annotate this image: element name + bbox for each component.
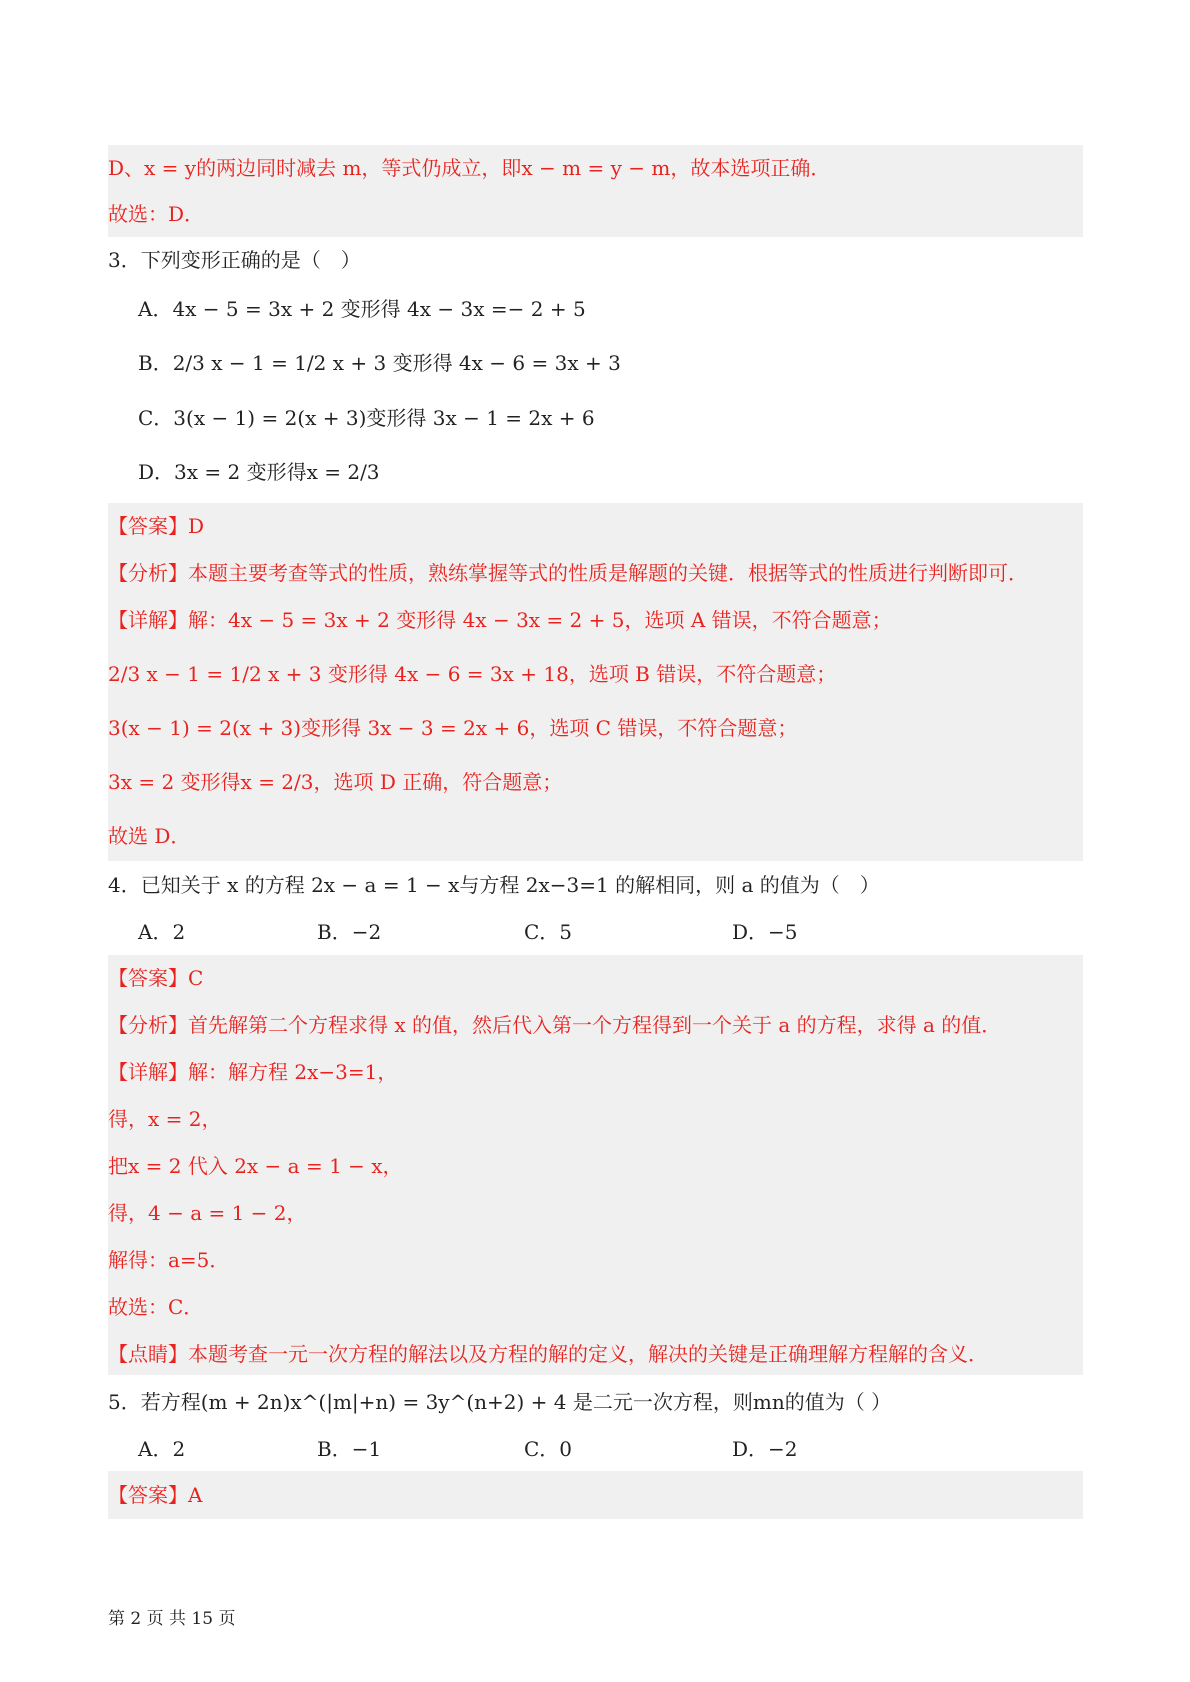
q5-option-d: D．−2 [732,1437,798,1461]
question-5-stem: 5．若方程(m + 2n)x^(|m|+n) = 3y^(n+2) + 4 是二元一次方程，则mn的值为（ ） [108,1390,892,1414]
q3-option-d: D．3x = 2 变形得x = 2/3 [138,460,380,484]
conclusion-line: 故选：D． [108,202,205,226]
q4-option-b: B．−2 [317,920,382,944]
answer-line: 【答案】C [108,966,204,990]
q5-option-c: C．0 [524,1437,573,1461]
answer-line: 【答案】A [108,1483,203,1507]
solution-block-q3 [108,503,1083,861]
analysis-line: 【分析】首先解第二个方程求得 x 的值，然后代入第一个方程得到一个关于 a 的方程，求得 a 的值． [108,1013,1002,1037]
question-4-stem: 4．已知关于 x 的方程 2x − a = 1 − x与方程 2x−3=1 的解相同，则 a 的值为（ ） [108,873,880,897]
q4-option-a: A．2 [138,920,186,944]
detail-line: 解得：a=5． [108,1248,230,1272]
answer-line: 【答案】D [108,514,205,538]
detail-line: 【详解】解：4x − 5 = 3x + 2 变形得 4x − 3x = 2 + 5，选项 A 错误，不符合题意； [108,608,892,632]
solution-line: D、x = y的两边同时减去 m，等式仍成立，即x − m = y − m，故本选项正确． [108,156,831,180]
comment-line: 【点睛】本题考查一元一次方程的解法以及方程的解的定义，解决的关键是正确理解方程解的含义． [108,1342,988,1366]
q3-option-c: C．3(x − 1) = 2(x + 3)变形得 3x − 1 = 2x + 6 [138,406,595,430]
detail-line: 把x = 2 代入 2x − a = 1 − x， [108,1154,403,1178]
conclusion-line: 故选 D． [108,824,191,848]
analysis-line: 【分析】本题主要考查等式的性质，熟练掌握等式的性质是解题的关键．根据等式的性质进行判断即可． [108,561,1028,585]
detail-line: 3(x − 1) = 2(x + 3)变形得 3x − 3 = 2x + 6，选项 C 错误，不符合题意； [108,716,798,740]
q4-option-c: C．5 [524,920,573,944]
q3-option-b: B．2/3 x − 1 = 1/2 x + 3 变形得 4x − 6 = 3x + 3 [138,351,621,375]
q3-option-a: A．4x − 5 = 3x + 2 变形得 4x − 3x =− 2 + 5 [138,297,586,321]
solution-block-q5 [108,1471,1083,1519]
q5-option-b: B．−1 [317,1437,382,1461]
q5-option-a: A．2 [138,1437,186,1461]
q4-option-d: D．−5 [732,920,798,944]
detail-line: 【详解】解：解方程 2x−3=1， [108,1060,398,1084]
question-3-stem: 3．下列变形正确的是（ ） [108,248,361,272]
page-number-footer: 第 2 页 共 15 页 [108,1609,236,1629]
detail-line: 2/3 x − 1 = 1/2 x + 3 变形得 4x − 6 = 3x + 18，选项 B 错误，不符合题意； [108,662,837,686]
solution-block-q4 [108,955,1083,1375]
detail-line: 得，4 − a = 1 − 2， [108,1201,307,1225]
detail-line: 得，x = 2， [108,1107,222,1131]
solution-block-q2-end [108,145,1083,237]
detail-line: 3x = 2 变形得x = 2/3，选项 D 正确，符合题意； [108,770,563,794]
conclusion-line: 故选：C． [108,1295,204,1319]
